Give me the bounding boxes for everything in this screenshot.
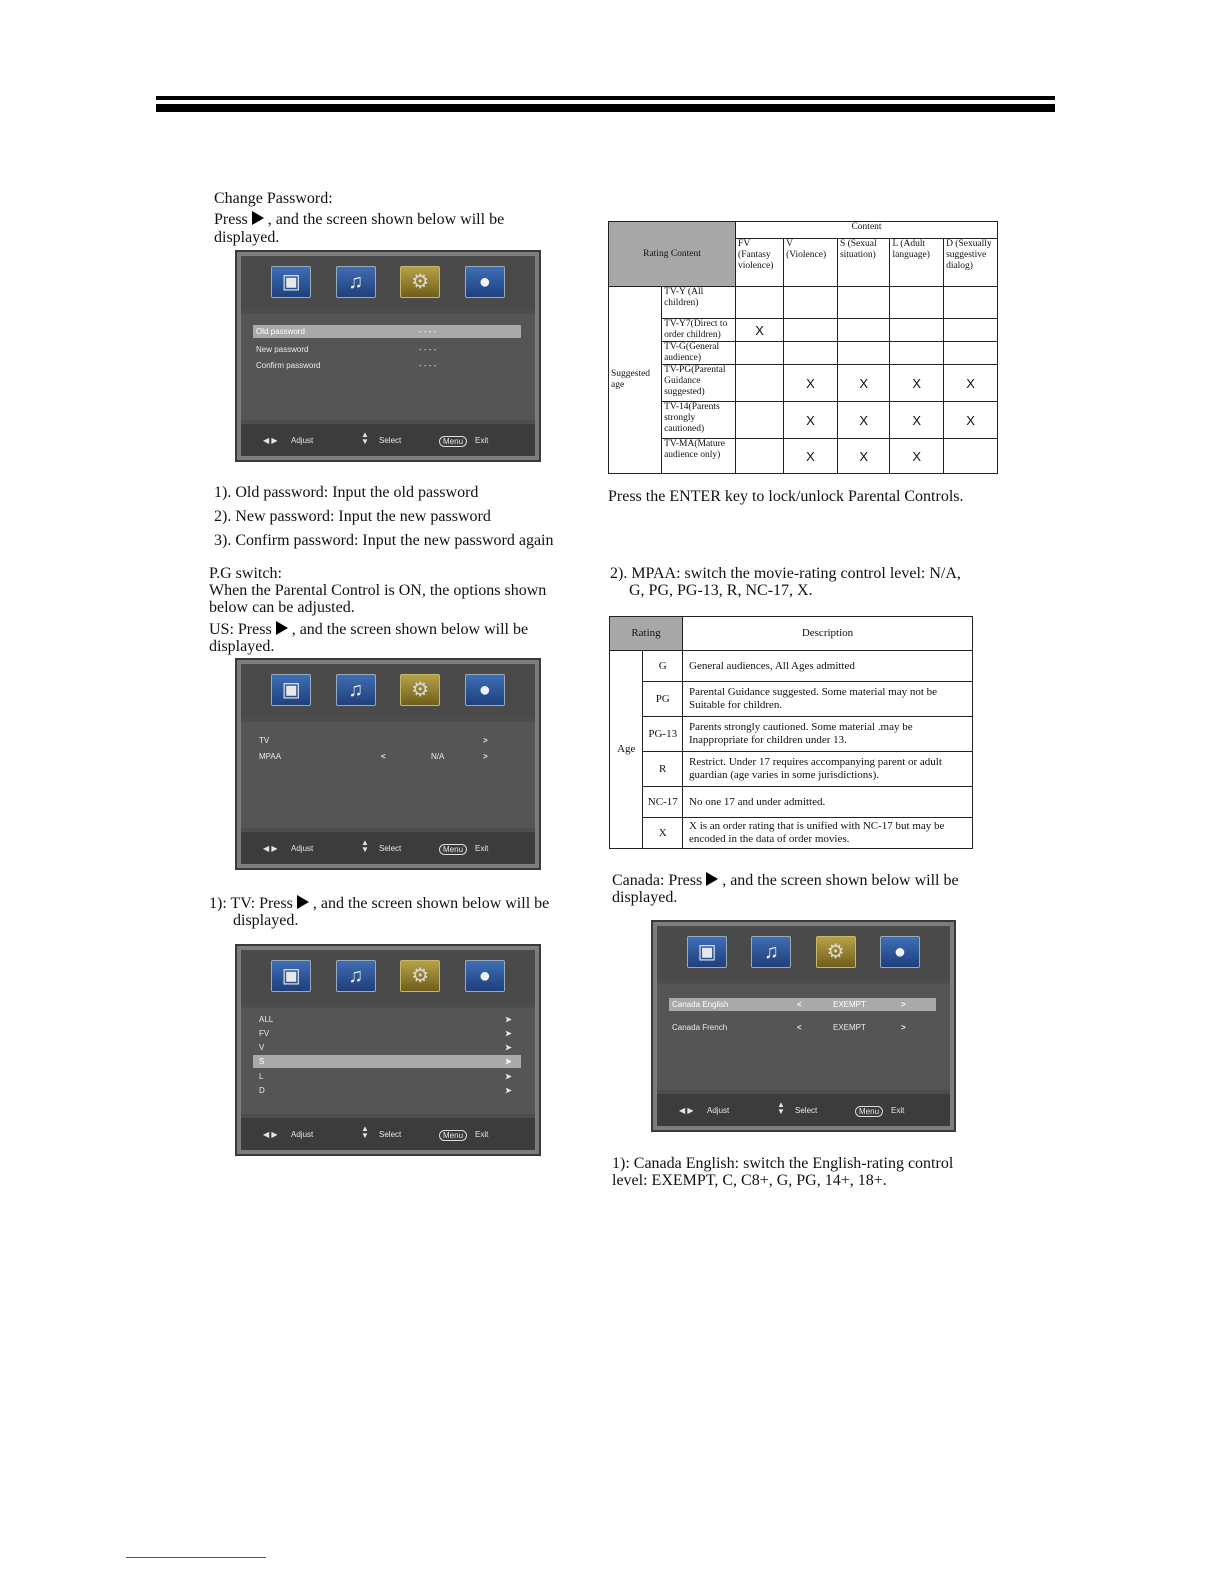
rating-mark-cell xyxy=(736,342,784,365)
osd-footer: ◀ ▶ Adjust ▲ ▼ Select Menu Exit xyxy=(241,832,535,864)
change-password-instruction-cont: displayed. xyxy=(214,229,280,246)
rating-mark-cell: X xyxy=(890,365,944,402)
rating-mark-cell xyxy=(837,342,890,365)
setup-gear-icon[interactable]: ⚙ xyxy=(400,674,440,706)
mpaa-row xyxy=(610,818,973,849)
globe-menu-icon[interactable]: ● xyxy=(465,674,505,706)
rating-mark-cell xyxy=(736,402,784,439)
col-d: D (Sexually suggestive dialog) xyxy=(944,239,998,287)
osd-change-password xyxy=(235,250,541,462)
globe-menu-icon[interactable]: ● xyxy=(465,266,505,298)
chevron-right-icon[interactable]: > xyxy=(483,752,488,761)
rating-mark-cell: X xyxy=(944,402,998,439)
rating-mark-cell xyxy=(784,319,838,342)
tv-row-s[interactable]: S ➤ xyxy=(253,1055,521,1068)
osd-body xyxy=(241,1008,535,1114)
picture-menu-icon[interactable]: ▣ xyxy=(271,266,311,298)
rating-name-cell: TV-14(Parents strongly cautioned) xyxy=(662,402,736,439)
us-instruction-cont: displayed. xyxy=(209,638,275,655)
mpaa-rating-cell: G xyxy=(643,651,683,682)
rating-row xyxy=(609,402,998,439)
step-old-password: 1). Old password: Input the old password xyxy=(214,484,479,501)
col-s: S (Sexual situation) xyxy=(837,239,890,287)
menu-key[interactable]: Menu xyxy=(439,844,467,855)
table-corner: Rating Content xyxy=(609,222,736,287)
adjust-arrows-icon: ◀ ▶ xyxy=(263,1130,278,1139)
rating-mark-cell xyxy=(944,439,998,474)
rating-mark-cell: X xyxy=(736,319,784,342)
rating-mark-cell: X xyxy=(890,402,944,439)
rating-mark-cell xyxy=(890,342,944,365)
canada-english-row[interactable]: Canada English < EXEMPT > xyxy=(669,998,936,1011)
mpaa-row xyxy=(610,651,973,682)
tv-row-fv[interactable]: FV ➤ xyxy=(259,1029,512,1038)
description-header: Description xyxy=(683,617,973,651)
chevron-right-icon[interactable]: > xyxy=(483,736,488,745)
rating-mark-cell: X xyxy=(784,439,838,474)
old-password-row[interactable]: Old password - - - - xyxy=(253,325,521,338)
tv-rating-table xyxy=(608,221,998,474)
us-tv-row[interactable]: TV > xyxy=(259,736,488,745)
arrow-right-icon[interactable]: ➤ xyxy=(505,1057,512,1066)
rating-mark-cell: X xyxy=(837,365,890,402)
mpaa-rating-table xyxy=(609,616,973,849)
picture-menu-icon[interactable]: ▣ xyxy=(687,936,727,968)
osd-icon-bar xyxy=(241,950,535,1002)
mpaa-description-cell: General audiences, All Ages admitted xyxy=(683,651,973,682)
rating-mark-cell: X xyxy=(784,402,838,439)
chevron-left-icon[interactable]: < xyxy=(797,1023,802,1032)
us-instruction: US: Press , and the screen shown below will be xyxy=(209,621,529,638)
mpaa-rating-cell: PG-13 xyxy=(643,717,683,752)
rating-mark-cell xyxy=(944,287,998,319)
rating-name-cell: TV-MA(Mature audience only) xyxy=(662,439,736,474)
setup-gear-icon[interactable]: ⚙ xyxy=(816,936,856,968)
select-arrows-icon: ▲ ▼ xyxy=(361,430,369,446)
picture-menu-icon[interactable]: ▣ xyxy=(271,960,311,992)
mpaa-row xyxy=(610,717,973,752)
suggested-age-cell: Suggested age xyxy=(609,287,662,474)
canada-english-line2: level: EXEMPT, C, C8+, G, PG, 14+, 18+. xyxy=(612,1172,887,1189)
rating-name-cell: TV-PG(Parental Guidance suggested) xyxy=(662,365,736,402)
mpaa-rating-cell: R xyxy=(643,752,683,787)
tv-row-all[interactable]: ALL ➤ xyxy=(259,1015,512,1024)
confirm-password-row[interactable]: Confirm password - - - - xyxy=(256,361,437,370)
change-password-title: Change Password: xyxy=(214,190,333,207)
osd-body xyxy=(241,722,535,828)
play-arrow-icon xyxy=(706,872,718,886)
play-arrow-icon xyxy=(252,211,264,225)
sound-menu-icon[interactable]: ♫ xyxy=(336,266,376,298)
tv-instruction-cont: displayed. xyxy=(233,912,299,929)
col-fv: FV (Fantasy violence) xyxy=(736,239,784,287)
pg-switch-line1: When the Parental Control is ON, the options shown xyxy=(209,582,547,599)
mpaa-line1: 2). MPAA: switch the movie-rating control level: N/A, xyxy=(610,565,961,582)
arrow-right-icon[interactable]: ➤ xyxy=(505,1072,512,1081)
select-arrows-icon: ▲ ▼ xyxy=(361,838,369,854)
mpaa-description-cell: Parental Guidance suggested. Some material may not be Suitable for children. xyxy=(683,682,973,717)
rating-mark-cell: X xyxy=(944,365,998,402)
osd-tv xyxy=(235,944,541,1156)
canada-instruction: Canada: Press , and the screen shown below will be xyxy=(612,872,959,889)
header-rule-thick xyxy=(156,104,1055,112)
chevron-left-icon[interactable]: < xyxy=(381,752,386,761)
rating-row xyxy=(609,287,998,319)
rating-name-cell: TV-Y (All children) xyxy=(662,287,736,319)
osd-icon-bar xyxy=(657,926,950,978)
new-password-row[interactable]: New password - - - - xyxy=(256,345,437,354)
select-arrows-icon: ▲ ▼ xyxy=(361,1124,369,1140)
globe-menu-icon[interactable]: ● xyxy=(465,960,505,992)
enter-key-note: Press the ENTER key to lock/unlock Parental Controls. xyxy=(608,488,964,505)
play-arrow-icon xyxy=(297,895,309,909)
mpaa-line2: G, PG, PG-13, R, NC-17, X. xyxy=(629,582,813,599)
age-group-cell: Age xyxy=(610,651,643,849)
osd-footer: ◀ ▶ Adjust ▲ ▼ Select Menu Exit xyxy=(657,1094,950,1126)
rating-row xyxy=(609,439,998,474)
rating-name-cell: TV-G(General audience) xyxy=(662,342,736,365)
osd-icon-bar xyxy=(241,256,535,308)
canada-english-line1: 1): Canada English: switch the English-rating control xyxy=(612,1155,954,1172)
col-l: L (Adult language) xyxy=(890,239,944,287)
rating-mark-cell xyxy=(736,365,784,402)
mpaa-row xyxy=(610,787,973,818)
rating-row xyxy=(609,319,998,342)
chevron-left-icon[interactable]: < xyxy=(797,1000,802,1009)
osd-body xyxy=(241,314,535,420)
arrow-right-icon[interactable]: ➤ xyxy=(505,1029,512,1038)
sound-menu-icon[interactable]: ♫ xyxy=(336,960,376,992)
adjust-arrows-icon: ◀ ▶ xyxy=(679,1106,694,1115)
rating-mark-cell xyxy=(890,319,944,342)
rating-mark-cell xyxy=(944,342,998,365)
mpaa-rating-cell: PG xyxy=(643,682,683,717)
mpaa-rating-cell: X xyxy=(643,818,683,849)
rating-mark-cell: X xyxy=(837,439,890,474)
change-password-instruction: Press , and the screen shown below will be xyxy=(214,211,505,228)
tv-row-l[interactable]: L ➤ xyxy=(259,1072,512,1081)
rating-mark-cell xyxy=(944,319,998,342)
rating-mark-cell xyxy=(784,342,838,365)
arrow-right-icon[interactable]: ➤ xyxy=(505,1015,512,1024)
rating-mark-cell: X xyxy=(890,439,944,474)
sound-menu-icon[interactable]: ♫ xyxy=(751,936,791,968)
sound-menu-icon[interactable]: ♫ xyxy=(336,674,376,706)
globe-menu-icon[interactable]: ● xyxy=(880,936,920,968)
rating-mark-cell xyxy=(837,319,890,342)
rating-row xyxy=(609,342,998,365)
menu-key[interactable]: Menu xyxy=(439,436,467,447)
rating-row xyxy=(609,365,998,402)
arrow-right-icon[interactable]: ➤ xyxy=(505,1043,512,1052)
play-arrow-icon xyxy=(276,621,288,635)
rating-mark-cell: X xyxy=(837,402,890,439)
chevron-right-icon[interactable]: > xyxy=(901,1023,906,1032)
osd-icon-bar xyxy=(241,664,535,716)
osd-canada xyxy=(651,920,956,1132)
mpaa-row xyxy=(610,682,973,717)
rating-mark-cell xyxy=(736,439,784,474)
canada-french-row[interactable]: Canada French < EXEMPT > xyxy=(672,1023,906,1032)
rating-name-cell: TV-Y7(Direct to order children) xyxy=(662,319,736,342)
chevron-right-icon[interactable]: > xyxy=(901,1000,906,1009)
setup-gear-icon[interactable]: ⚙ xyxy=(400,266,440,298)
menu-key[interactable]: Menu xyxy=(439,1130,467,1141)
tv-row-v[interactable]: V ➤ xyxy=(259,1043,512,1052)
select-arrows-icon: ▲ ▼ xyxy=(777,1100,785,1116)
osd-footer: ◀ ▶ Adjust ▲ ▼ Select Menu Exit xyxy=(241,424,535,456)
rating-mark-cell: X xyxy=(784,365,838,402)
step-confirm-password: 3). Confirm password: Input the new password again xyxy=(214,532,554,549)
rating-mark-cell xyxy=(837,287,890,319)
arrow-right-icon[interactable]: ➤ xyxy=(505,1086,512,1095)
us-mpaa-row[interactable]: MPAA < N/A > xyxy=(259,752,488,761)
adjust-arrows-icon: ◀ ▶ xyxy=(263,436,278,445)
rating-mark-cell xyxy=(890,287,944,319)
rating-mark-cell xyxy=(736,287,784,319)
mpaa-description-cell: Restrict. Under 17 requires accompanying parent or adult guardian (age varies in some jurisdictions). xyxy=(683,752,973,787)
canada-instruction-cont: displayed. xyxy=(612,889,678,906)
pg-switch-line2: below can be adjusted. xyxy=(209,599,355,616)
content-header: Content xyxy=(736,222,998,239)
picture-menu-icon[interactable]: ▣ xyxy=(271,674,311,706)
footer-link-line xyxy=(126,1557,266,1558)
mpaa-rating-cell: NC-17 xyxy=(643,787,683,818)
mpaa-description-cell: X is an order rating that is unified with NC-17 but may be encoded in the data of order movies. xyxy=(683,818,973,849)
pg-switch-title: P.G switch: xyxy=(209,565,282,582)
header-rule-thin xyxy=(156,96,1055,100)
osd-body xyxy=(657,984,950,1090)
setup-gear-icon[interactable]: ⚙ xyxy=(400,960,440,992)
osd-us xyxy=(235,658,541,870)
menu-key[interactable]: Menu xyxy=(855,1106,883,1117)
tv-row-d[interactable]: D ➤ xyxy=(259,1086,512,1095)
step-new-password: 2). New password: Input the new password xyxy=(214,508,491,525)
rating-mark-cell xyxy=(784,287,838,319)
mpaa-description-cell: No one 17 and under admitted. xyxy=(683,787,973,818)
mpaa-row xyxy=(610,752,973,787)
osd-footer: ◀ ▶ Adjust ▲ ▼ Select Menu Exit xyxy=(241,1118,535,1150)
col-v: V (Violence) xyxy=(784,239,838,287)
mpaa-description-cell: Parents strongly cautioned. Some material .may be Inappropriate for children under 13. xyxy=(683,717,973,752)
adjust-arrows-icon: ◀ ▶ xyxy=(263,844,278,853)
tv-instruction: 1): TV: Press , and the screen shown below will be xyxy=(209,895,550,912)
rating-header: Rating xyxy=(610,617,683,651)
